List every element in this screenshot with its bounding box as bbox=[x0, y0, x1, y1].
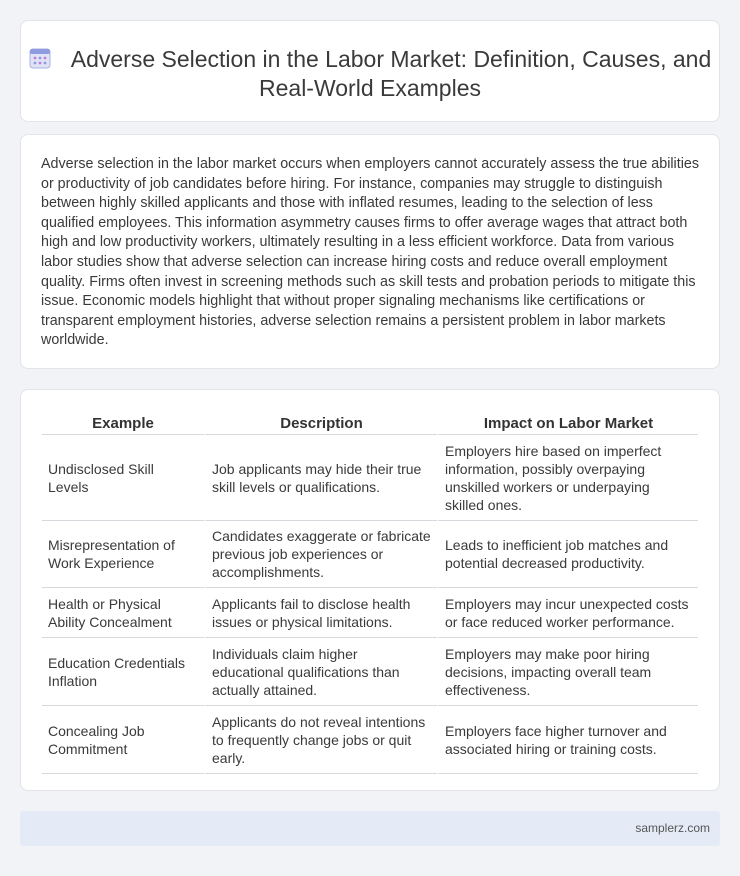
cell-impact: Leads to inefficient job matches and potential decreased productivity. bbox=[437, 521, 698, 588]
header-impact: Impact on Labor Market bbox=[437, 413, 698, 435]
intro-paragraph: Adverse selection in the labor market occurs when employers cannot accurately assess the true abilities or productivity of job candidates before hiring. For instance, companies may struggle to distinguish between highly skilled applicants and those with inflated resumes, leading to the selection of less qualified employees. This information asymmetry causes firms to offer average wages that attract both high and low productivity workers, ultimately resulting in a less efficient workforce. Data from various labor studies show that adverse selection can increase hiring costs and reduce overall employment quality. Firms often invest in screening methods such as skill tests and probation periods to mitigate this issue. Economic models highlight that without proper signaling mechanisms like certifications or transparent employment histories, adverse selection remains a persistent problem in labor markets worldwide. bbox=[41, 156, 699, 349]
cell-example: Misrepresentation of Work Experience bbox=[42, 521, 204, 588]
cell-description: Candidates exaggerate or fabricate previous job experiences or accomplishments. bbox=[204, 521, 437, 588]
table-row bbox=[42, 435, 698, 521]
table-row bbox=[42, 521, 698, 588]
table-card bbox=[20, 389, 720, 791]
cell-example: Health or Physical Ability Concealment bbox=[42, 588, 204, 638]
header-description: Description bbox=[204, 413, 437, 435]
page-title-text: Adverse Selection in the Labor Market: Definition, Causes, and Real-World Examples bbox=[70, 46, 712, 101]
footer-brand[interactable]: samplerz.com bbox=[635, 821, 710, 835]
cell-example: Undisclosed Skill Levels bbox=[42, 435, 204, 521]
table-header-row bbox=[42, 413, 698, 435]
cell-example: Concealing Job Commitment bbox=[42, 706, 204, 774]
table-row bbox=[42, 588, 698, 638]
cell-impact: Employers may make poor hiring decisions, impacting overall team effectiveness. bbox=[437, 638, 698, 706]
table-row bbox=[42, 706, 698, 774]
cell-description: Individuals claim higher educational qualifications than actually attained. bbox=[204, 638, 437, 706]
cell-description: Applicants fail to disclose health issues or physical limitations. bbox=[204, 588, 437, 638]
cell-description: Job applicants may hide their true skill levels or qualifications. bbox=[204, 435, 437, 521]
table-row bbox=[42, 638, 698, 706]
page-title bbox=[21, 45, 719, 103]
cell-impact: Employers face higher turnover and associated hiring or training costs. bbox=[437, 706, 698, 774]
examples-table bbox=[42, 413, 698, 774]
title-card bbox=[20, 20, 720, 122]
title-wrap bbox=[21, 45, 719, 103]
intro-card bbox=[20, 134, 720, 369]
cell-example: Education Credentials Inflation bbox=[42, 638, 204, 706]
calendar-icon bbox=[29, 47, 51, 69]
footer-bar bbox=[20, 811, 720, 846]
cell-impact: Employers hire based on imperfect information, possibly overpaying unskilled workers or underpaying skilled ones. bbox=[437, 435, 698, 521]
cell-description: Applicants do not reveal intentions to frequently change jobs or quit early. bbox=[204, 706, 437, 774]
header-example: Example bbox=[42, 413, 204, 435]
cell-impact: Employers may incur unexpected costs or face reduced worker performance. bbox=[437, 588, 698, 638]
